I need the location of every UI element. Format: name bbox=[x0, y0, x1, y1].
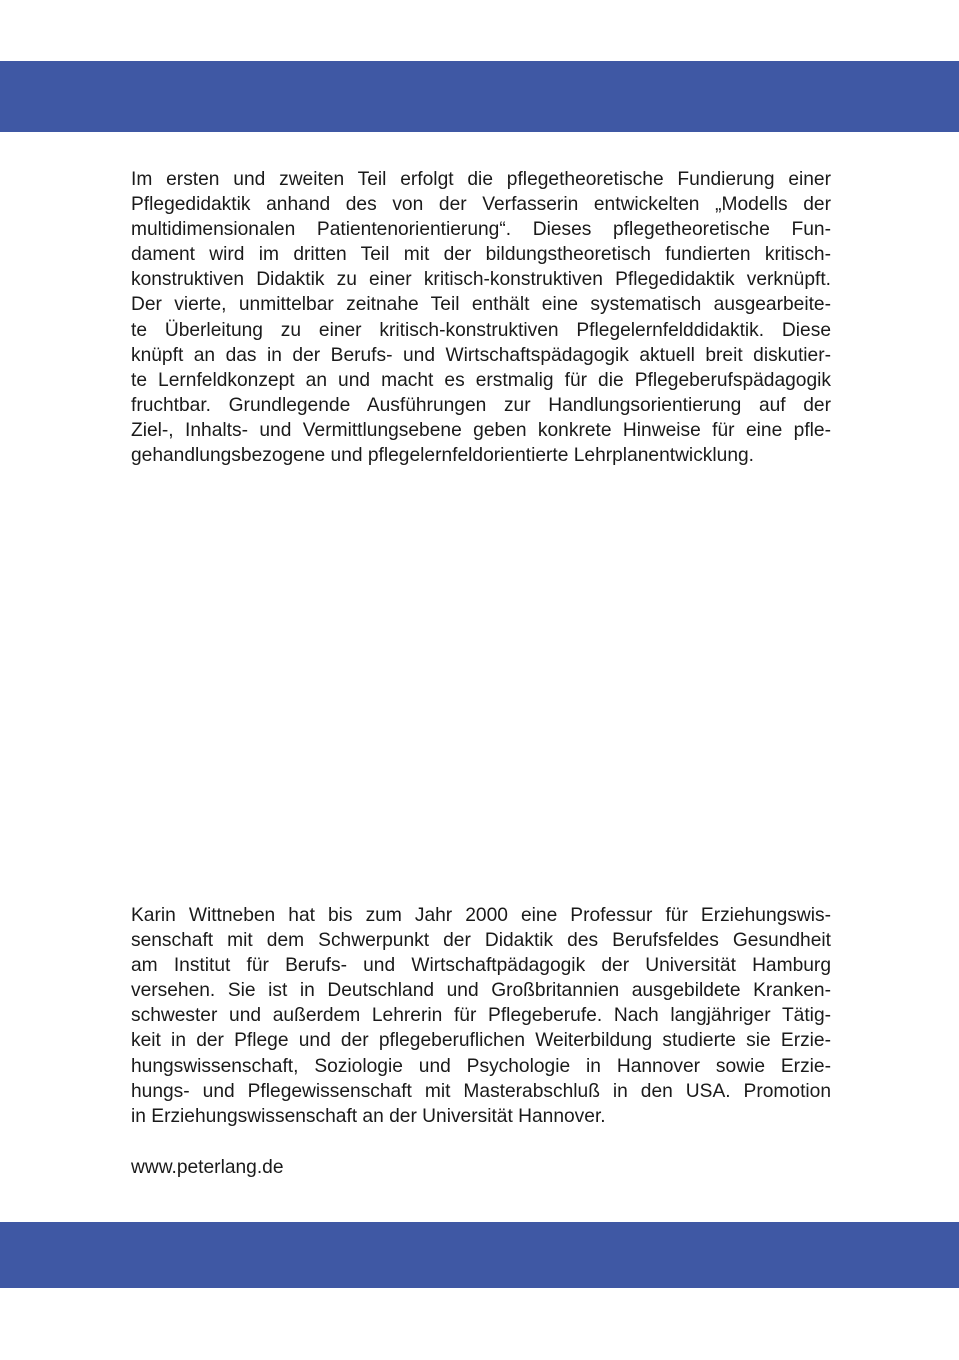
description-line: te Lernfeldkonzept an und macht es erstmalig für die Pflegeberufspädagogik bbox=[131, 369, 831, 391]
description-line: Der vierte, unmittelbar zeitnahe Teil enthält eine systematisch ausgearbeite- bbox=[131, 294, 831, 316]
description-line: fruchtbar. Grundlegende Ausführungen zur Handlungsorientierung auf der bbox=[131, 394, 831, 416]
bottom-color-band bbox=[0, 1222, 959, 1288]
biography-line: in Erziehungswissenschaft an der Universität Hannover. bbox=[131, 1105, 606, 1127]
publisher-url-link[interactable]: www.peterlang.de bbox=[131, 1157, 284, 1178]
description-line: multidimensionalen Patientenorientierung“. Dieses pflegetheoretische Fun- bbox=[131, 219, 831, 241]
top-color-band bbox=[0, 61, 959, 132]
biography-line: versehen. Sie ist in Deutschland und Großbritannien ausgebildete Kranken- bbox=[131, 980, 831, 1002]
description-line: konstruktiven Didaktik zu einer kritisch-konstruktiven Pflegedidaktik verknüpft. bbox=[131, 269, 831, 291]
biography-line: senschaft mit dem Schwerpunkt der Didaktik des Berufsfeldes Gesundheit bbox=[131, 930, 831, 952]
biography-line: schwester und außerdem Lehrerin für Pflegeberufe. Nach langjähriger Tätig- bbox=[131, 1005, 831, 1027]
author-biography bbox=[131, 903, 831, 1129]
book-description bbox=[131, 167, 831, 468]
biography-line: hungs- und Pflegewissenschaft mit Masterabschluß in den USA. Promotion bbox=[131, 1080, 831, 1102]
description-line: dament wird im dritten Teil mit der bildungstheoretisch fundierten kritisch- bbox=[131, 244, 831, 266]
biography-line: hungswissenschaft, Soziologie und Psychologie in Hannover sowie Erzie- bbox=[131, 1055, 831, 1077]
publisher-website bbox=[131, 1155, 831, 1180]
description-line: gehandlungsbezogene und pflegelernfeldorientierte Lehrplanentwicklung. bbox=[131, 445, 754, 467]
description-line: Ziel-, Inhalts- und Vermittlungsebene geben konkrete Hinweise für eine pfle- bbox=[131, 419, 831, 441]
biography-line: am Institut für Berufs- und Wirtschaftpädagogik der Universität Hamburg bbox=[131, 955, 831, 977]
biography-line: Karin Wittneben hat bis zum Jahr 2000 eine Professur für Erziehungswis- bbox=[131, 905, 831, 926]
description-line: Im ersten und zweiten Teil erfolgt die pflegetheoretische Fundierung einer bbox=[131, 169, 831, 190]
biography-line: keit in der Pflege und der pflegeberuflichen Weiterbildung studierte sie Erzie- bbox=[131, 1030, 831, 1052]
description-line: Pflegedidaktik anhand des von der Verfasserin entwickelten „Modells der bbox=[131, 194, 831, 216]
description-line: te Überleitung zu einer kritisch-konstruktiven Pflegelernfelddidaktik. Diese bbox=[131, 319, 831, 341]
description-line: knüpft an das in der Berufs- und Wirtschaftspädagogik aktuell breit diskutier- bbox=[131, 344, 831, 366]
